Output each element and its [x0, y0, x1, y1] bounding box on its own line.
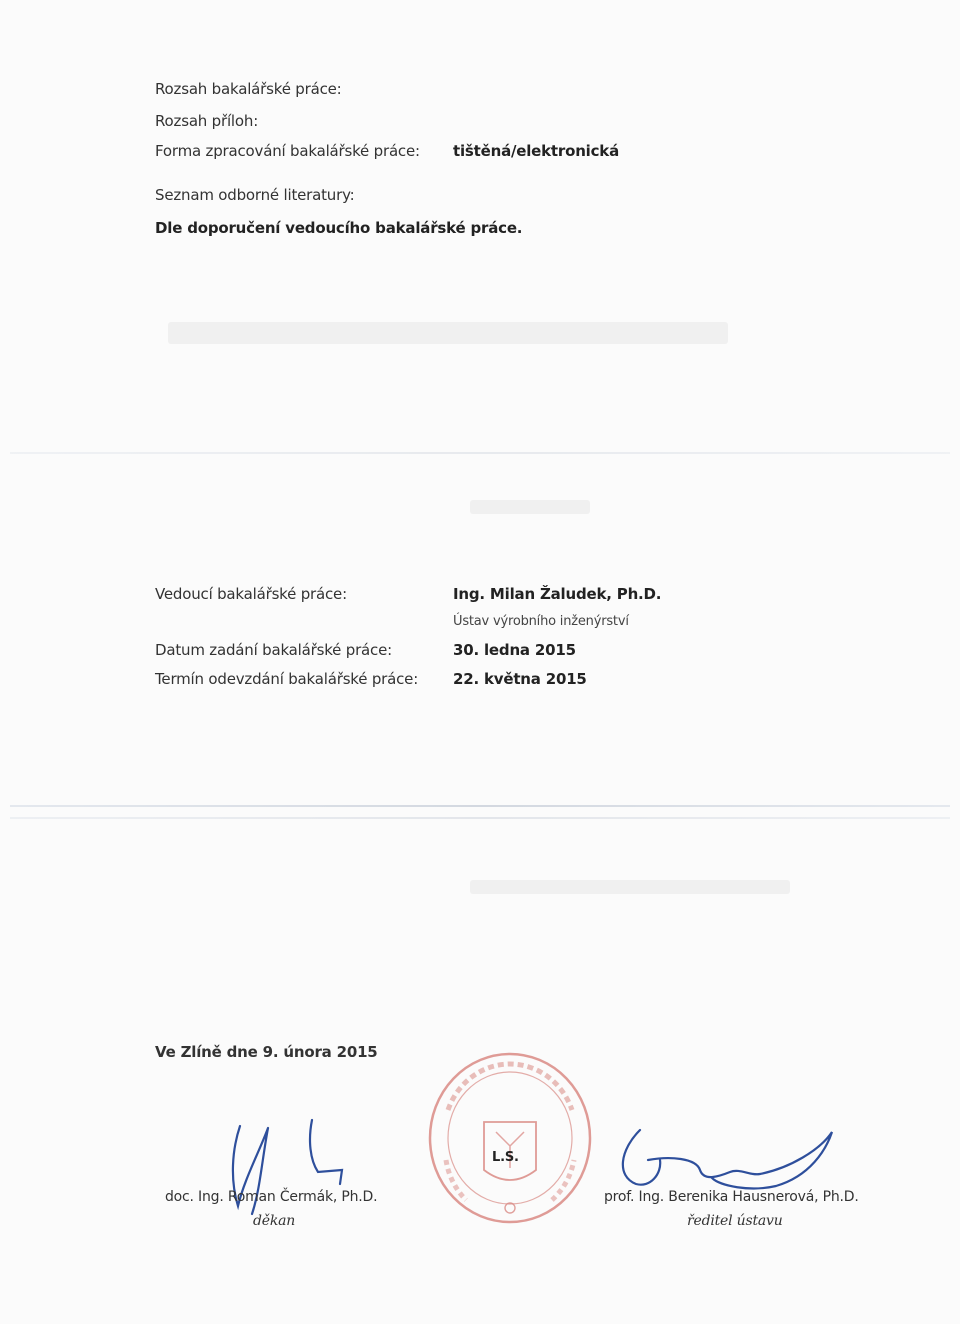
assigned-date-label: Datum zadání bakalářské práce: — [155, 641, 392, 659]
attachments-label: Rozsah příloh: — [155, 112, 259, 130]
scan-fold-line-2 — [10, 817, 950, 819]
literature-text: Dle doporučení vedoucího bakalářské práce. — [155, 219, 523, 237]
scan-fold-line-top — [10, 452, 950, 454]
supervisor-department: Ústav výrobního inženýrství — [453, 614, 629, 629]
scan-bleed-3 — [470, 880, 790, 894]
head-signature — [600, 1120, 840, 1200]
supervisor-name: Ing. Milan Žaludek, Ph.D. — [453, 585, 662, 603]
scan-bleed-2 — [470, 500, 590, 514]
head-title: ředitel ústavu — [687, 1213, 783, 1229]
supervisor-label: Vedoucí bakalářské práce: — [155, 585, 347, 603]
dean-name: doc. Ing. Roman Čermák, Ph.D. — [165, 1189, 378, 1205]
head-name: prof. Ing. Berenika Hausnerová, Ph.D. — [604, 1189, 859, 1205]
literature-label: Seznam odborné literatury: — [155, 186, 355, 204]
deadline-value: 22. května 2015 — [453, 670, 587, 688]
place-date: Ve Zlíně dne 9. února 2015 — [155, 1043, 378, 1061]
form-value: tištěná/elektronická — [453, 142, 620, 160]
deadline-label: Termín odevzdání bakalářské práce: — [155, 670, 419, 688]
scope-label: Rozsah bakalářské práce: — [155, 80, 342, 98]
stamp-ls-label: L.S. — [492, 1150, 519, 1165]
dean-title: děkan — [253, 1213, 296, 1229]
scan-fold-line — [10, 805, 950, 807]
university-stamp — [426, 1050, 594, 1230]
form-label: Forma zpracování bakalářské práce: — [155, 142, 420, 160]
assigned-date-value: 30. ledna 2015 — [453, 641, 576, 659]
scan-bleed-1 — [168, 322, 728, 344]
